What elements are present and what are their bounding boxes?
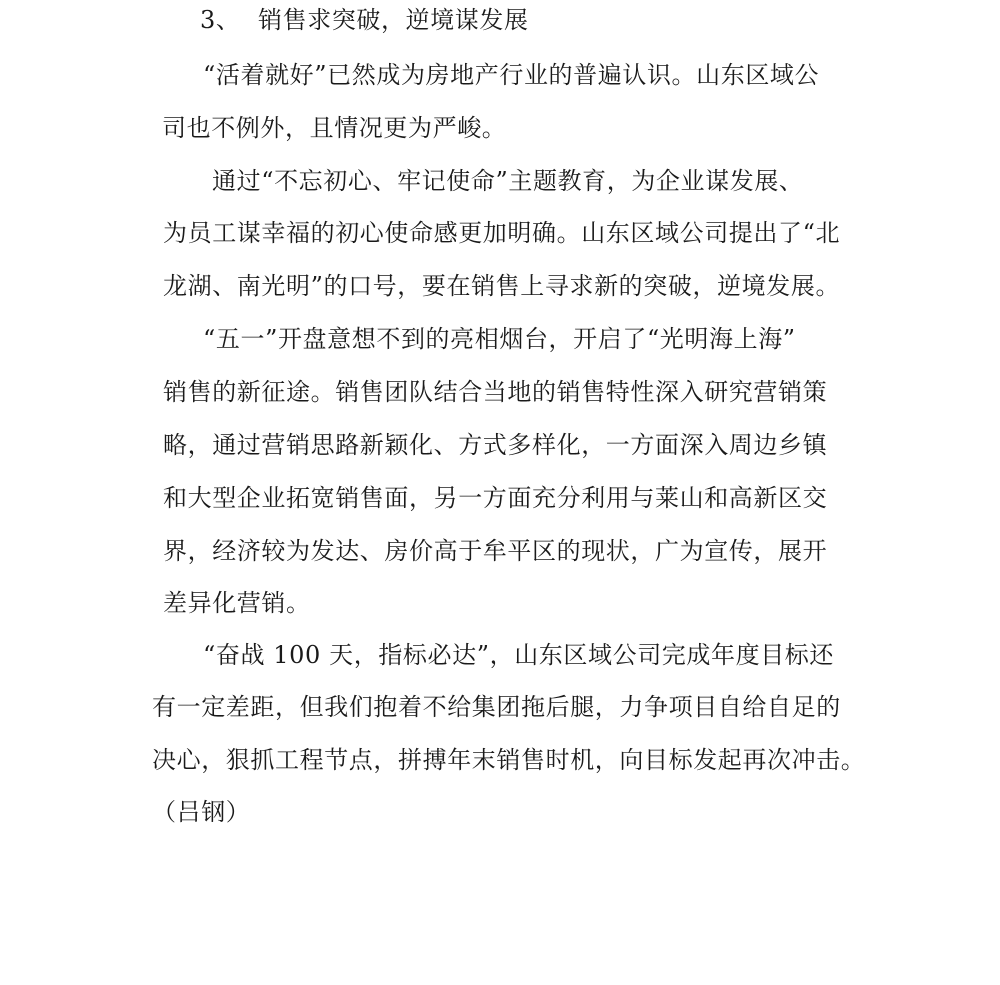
paragraph-4-line-3: 决心，狠抓工程节点，拼搏年末销售时机，向目标发起再次冲击。 [152, 746, 866, 774]
paragraph-3-line-5: 界，经济较为发达、房价高于牟平区的现状，广为宣传，展开 [163, 537, 828, 565]
paragraph-4-line-1: “奋战 100 天，指标必达”，山东区域公司完成年度目标还 [203, 641, 835, 669]
paragraph-3-line-1: “五一”开盘意想不到的亮相烟台，开启了“光明海上海” [203, 325, 796, 353]
section-heading [200, 5, 529, 35]
paragraph-2-line-3: 龙湖、南光明”的口号，要在销售上寻求新的突破，逆境发展。 [163, 272, 841, 300]
paragraph-2-line-2: 为员工谋幸福的初心使命感更加明确。山东区域公司提出了“北 [163, 219, 841, 247]
paragraph-3-line-3: 略，通过营销思路新颖化、方式多样化，一方面深入周边乡镇 [163, 431, 828, 459]
paragraph-1-line-1: “活着就好”已然成为房地产行业的普遍认识。山东区域公 [203, 61, 820, 89]
paragraph-2-line-1: 通过“不忘初心、牢记使命”主题教育，为企业谋发展、 [212, 167, 804, 195]
section-title: 销售求突破，逆境谋发展 [258, 6, 529, 34]
paragraph-1-line-2: 司也不例外，且情况更为严峻。 [162, 114, 507, 142]
paragraph-3-line-2: 销售的新征途。销售团队结合当地的销售特性深入研究营销策 [163, 378, 828, 406]
paragraph-3-line-4: 和大型企业拓宽销售面，另一方面充分利用与莱山和高新区交 [163, 484, 828, 512]
paragraph-3-line-6: 差异化营销。 [163, 589, 311, 617]
paragraph-4-line-2: 有一定差距，但我们抱着不给集团拖后腿，力争项目自给自足的 [152, 693, 841, 721]
author-attribution: （吕钢） [152, 798, 251, 826]
section-number: 3、 [200, 6, 241, 34]
